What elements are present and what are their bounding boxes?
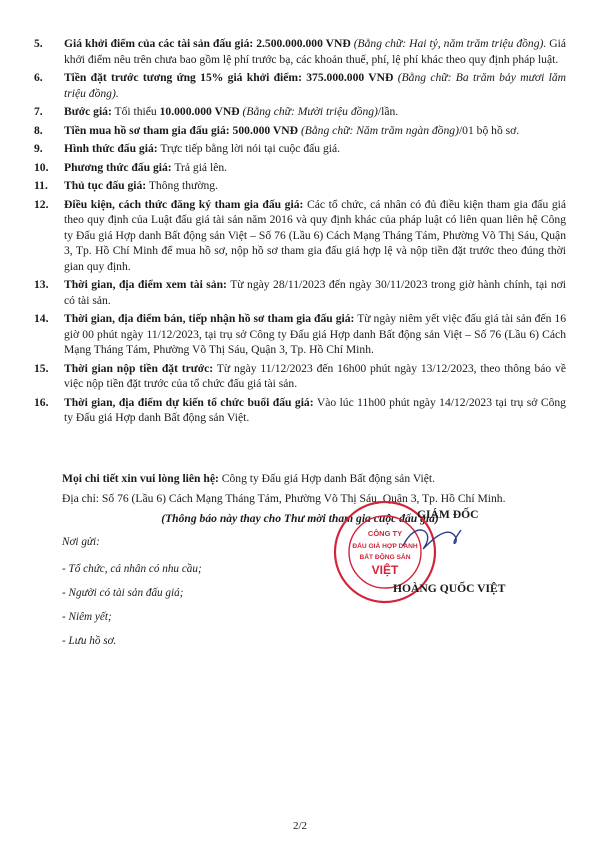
item-text: Giá khởi điểm nêu trên chưa bao gồm lệ phí trước bạ, các khoản thuế, phí, lệ phí khác theo quy định pháp luật. xyxy=(64,37,566,66)
contact-address: Địa chỉ: Số 76 (Lầu 6) Cách Mạng Tháng Tám, Phường Võ Thị Sáu, Quận 3, Tp. Hồ Chí Minh. xyxy=(62,492,506,505)
contact-line xyxy=(62,471,572,487)
item-label: Hình thức đấu giá: xyxy=(64,142,158,155)
recipient-item: - Người có tài sản đấu giá; xyxy=(62,587,184,599)
item-text: /01 bộ hồ sơ. xyxy=(458,123,520,137)
item-number: 15. xyxy=(34,361,49,375)
item-text: Thông thường. xyxy=(146,179,218,192)
contact-value: Công ty Đấu giá Hợp danh Bất động sản Việt. xyxy=(218,472,435,485)
item-italic: (Bằng chữ: Mười triệu đồng) xyxy=(239,105,378,118)
item-number: 6. xyxy=(34,71,43,84)
item-text: Trả giá lên. xyxy=(171,160,228,174)
item-label: Thời gian, địa điểm xem tài sản: xyxy=(64,278,227,291)
item-text-pre: Tối thiểu xyxy=(111,105,160,118)
recipients-head: Nơi gửi: xyxy=(62,536,100,548)
item-label: Thủ tục đấu giá: xyxy=(64,179,147,192)
recipients-list xyxy=(62,557,202,653)
stamp-line: VIỆT xyxy=(371,563,399,577)
item-label: Giá khởi điểm của các tài sản đấu giá: 2.500.000.000 VNĐ xyxy=(64,37,351,50)
item-text: Vào lúc 11h00 phút ngày 14/12/2023 tại trụ sở Công ty Đấu giá Hợp danh Bất động sản Việt. xyxy=(64,395,566,424)
item-label: Tiền đặt trước tương ứng 15% giá khởi điểm: 375.000.000 VNĐ xyxy=(64,71,394,84)
item-label: Thời gian nộp tiền đặt trước: xyxy=(64,361,214,375)
contact-label: Mọi chi tiết xin vui lòng liên hệ: xyxy=(62,472,219,485)
item-text: Từ ngày 28/11/2023 đến ngày 30/11/2023 trong giờ hành chính, tại nơi có tài sản. xyxy=(64,278,566,307)
stamp-line: CÔNG TY xyxy=(367,529,403,538)
item-italic: (Bằng chữ: Hai tỷ, năm trăm triệu đồng). xyxy=(350,37,547,50)
item-italic: (Bằng chữ: Ba trăm bảy mươi lăm triệu đồng). xyxy=(64,71,566,100)
recipient-item: - Niêm yết; xyxy=(62,611,112,623)
item-number: 16. xyxy=(34,395,49,409)
item-amount: 10.000.000 VNĐ xyxy=(159,105,240,118)
signer-name: HOÀNG QUỐC VIỆT xyxy=(393,582,506,595)
stamp-line: BẤT ĐỘNG SẢN xyxy=(359,554,411,561)
item-text: Từ ngày niêm yết việc đấu giá tài sản đến 16 giờ 00 phút ngày 11/12/2023, tại trụ sở Công ty Đấu giá Hợp danh Bất động sản Việt – Số 76 (Lầu 6) Cách Mạng Tháng Tám, Phường Võ Thị Sáu, Quận 3, Tp. Hồ Chí Minh. xyxy=(64,312,566,356)
recipient-item: - Lưu hồ sơ. xyxy=(62,635,117,647)
item-text: Các tổ chức, cá nhân có đủ điều kiện tham gia đấu giá theo quy định của Luật đấu giá tài sản năm 2016 và quy định khác của pháp luật có liên quan liên hệ Công ty Đấu giá Hợp danh Bất động sản Việt – Số 76 (Lầu 6) Cách Mạng Tháng Tám, Phường Võ Thị Sáu, Quận 3, Tp. Hồ Chí Minh để mua hồ sơ, nộp hồ sơ tham gia đấu giá hợp lệ và nộp tiền đặt trước theo đúng thời gian quy định. xyxy=(64,197,566,273)
item-italic: (Bằng chữ: Năm trăm ngàn đồng) xyxy=(298,123,459,137)
item-number: 11. xyxy=(34,179,48,192)
item-text: Trực tiếp bằng lời nói tại cuộc đấu giá. xyxy=(157,142,341,155)
item-label: Bước giá: xyxy=(64,105,112,118)
page-number: 2/2 xyxy=(292,820,308,832)
item-number: 13. xyxy=(34,278,49,291)
item-number: 14. xyxy=(34,312,49,325)
item-number: 10. xyxy=(34,160,49,174)
item-number: 12. xyxy=(34,197,49,211)
item-text: /lần. xyxy=(377,105,399,118)
item-label: Điều kiện, cách thức đăng ký tham gia đấu giá: xyxy=(64,197,304,211)
item-label: Phương thức đấu giá: xyxy=(64,160,172,174)
stamp-line: ĐẤU GIÁ HỢP DANH xyxy=(352,543,418,550)
item-number: 9. xyxy=(34,142,43,155)
recipient-item: - Tổ chức, cá nhân có nhu cầu; xyxy=(62,563,202,575)
item-number: 5. xyxy=(34,37,43,50)
item-label: Tiền mua hồ sơ tham gia đấu giá: 500.000 VNĐ xyxy=(64,123,299,137)
item-text: Từ ngày 11/12/2023 đến 16h00 phút ngày 13/12/2023, theo thông báo về việc nộp tiền đặt trước của tổ chức đấu giá tài sản. xyxy=(64,361,566,390)
notice: (Thông báo này thay cho Thư mời tham gia cuộc đấu giá) xyxy=(161,512,439,525)
item-label: Thời gian, địa điểm dự kiến tổ chức buổi đấu giá: xyxy=(64,395,314,409)
signer-title: GIÁM ĐỐC xyxy=(417,508,479,521)
item-label: Thời gian, địa điểm bán, tiếp nhận hồ sơ tham gia đấu giá: xyxy=(64,312,355,325)
item-number: 8. xyxy=(34,123,43,137)
item-number: 7. xyxy=(34,105,43,118)
